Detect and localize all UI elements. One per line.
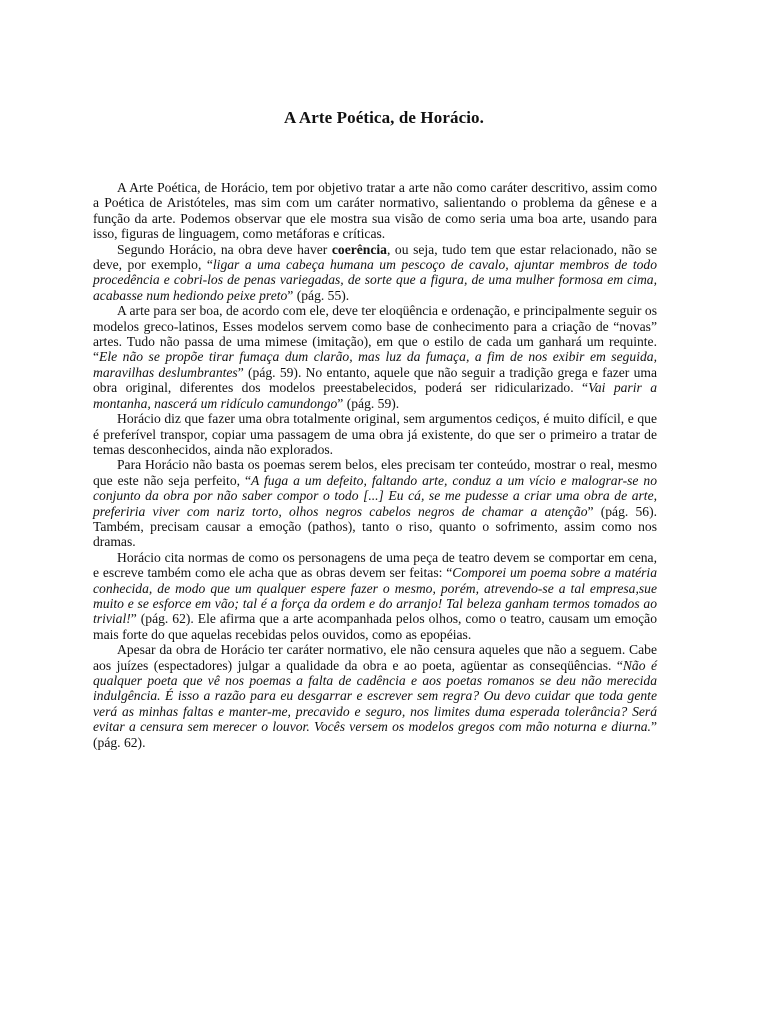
paragraph-6-quote: Comporei um poema sobre a matéria conhecida, de modo que um qualquer espere fazer o mesmo, porém, atrevendo-se a tal empresa,sue muito e se esforce em vão; tal é a força da ordem e do arranjo! Tal beleza ganham termos tomados ao trivial! [93, 565, 657, 627]
paragraph-3-quote: Vai parir a montanha, nascerá um ridículo camundongo [93, 380, 658, 411]
paragraph-3-quote: Ele não se propõe tirar fumaça dum clarão, mas luz da fumaça, a fim de nos exibir em seguida, maravilhas deslumbrantes [93, 349, 657, 380]
paragraph-4-text: Horácio diz que fazer uma obra totalmente original, sem argumentos cediços, é muito difícil, e que é preferível transpor, copiar uma passagem de uma obra já existente, do que ser o primeiro a tratar de temas desconhecidos, ainda não explorados. [93, 411, 657, 457]
paragraph-7-text: Apesar da obra de Horácio ter caráter normativo, ele não censura aqueles que não a seguem. Cabe aos juízes (espectadores) julgar a qualidade da obra e ao poeta, agüentar as conseqüências. “ [93, 642, 657, 673]
paragraph-2-text: , ou seja, tudo tem que estar relacionado, não se deve, por exemplo, “ [93, 241, 658, 273]
paragraph-3-text: ” (pág. 59). [337, 395, 400, 411]
paragraph-5-text: Para Horácio não basta os poemas serem belos, eles precisam ter conteúdo, mostrar o real, mesmo que este não seja perfeito, “ [93, 457, 657, 488]
paragraph-5 [93, 457, 657, 549]
paragraph-3 [93, 303, 657, 411]
paragraph-3-text: ” (pág. 59). No entanto, aquele que não seguir a tradição grega e fazer uma obra original, diferentes dos modelos preestabelecidos, poderá ser ridicularizado. “ [93, 364, 657, 396]
paragraph-1-text: A Arte Poética, de Horácio, tem por objetivo tratar a arte não como caráter descritivo, assim como a Poética de Aristóteles, mas sim com um caráter normativo, salientando o problema da gênese e a função da arte. Podemos observar que ele mostra sua visão de como seria uma boa arte, usando para isso, figuras de linguagem, como metáforas e críticas. [93, 180, 657, 242]
paragraph-7-text: ” (pág. 62). [93, 719, 657, 750]
paragraph-7 [93, 642, 657, 750]
paragraph-2-quote: ligar a uma cabeça humana um pescoço de cavalo, ajuntar membros de todo procedência e cobri-los de penas variegadas, de sorte que a figura, de uma mulher formosa em cima, acabasse num hediondo peixe preto [93, 257, 657, 303]
paragraph-2-text: Segundo Horácio, na obra deve haver [117, 241, 332, 257]
paragraph-4 [93, 411, 657, 457]
paragraph-5-quote: A fuga a um defeito, faltando arte, conduz a um vício e malograr-se no conjunto da obra por não saber compor o todo [...] Eu cá, se me pudesse a criar uma obra de arte, preferiria viver com nariz torto, olhos negros cabelos negros de chamar a atenção [93, 472, 657, 519]
paragraph-2-bold: coerência [331, 241, 387, 257]
paragraph-5-text: ” (pág. 56). Também, precisam causar a emoção (pathos), tanto o riso, quanto o sofrimento, assim como nos dramas. [93, 503, 657, 550]
page-title: A Arte Poética, de Horácio. [283, 108, 485, 127]
paragraph-3-text: A arte para ser boa, de acordo com ele, deve ter eloqüência e ordenação, e principalmente seguir os modelos greco-latinos, Esses modelos servem como base de conhecimento para a criação de “novas” artes. Tudo não passa de uma mimese (imitação), em que o estilo de cada um ganhará um requinte. “ [93, 303, 657, 365]
paragraph-1 [93, 180, 657, 242]
paragraph-6-text: Horácio cita normas de como os personagens de uma peça de teatro devem se comportar em cena, e escreve também como ele acha que as obras devem ser feitas: “ [93, 549, 657, 581]
document-body [93, 180, 657, 750]
paragraph-6 [93, 550, 657, 642]
paragraph-6-text: ” (pág. 62). Ele afirma que a arte acompanhada pelos olhos, como o teatro, causam um emoção mais forte do que aquelas recebidas pelos ouvidos, como as epopéias. [93, 611, 657, 642]
paragraph-2-text: ” (pág. 55). [287, 287, 350, 303]
paragraph-2 [93, 242, 657, 304]
paragraph-7-quote: Não é qualquer poeta que vê nos poemas a falta de cadência e aos poetas romanos se deu não merecida indulgência. É isso a razão para eu desgarrar e escrever sem regra? Ou devo cuidar que toda gente verá as minhas faltas e manter-me, precavido e seguro, nos limites duma esperada tolerância? Será evitar a censura sem merecer o louvor. Vocês versem os modelos gregos com mão noturna e diurna. [93, 657, 657, 735]
